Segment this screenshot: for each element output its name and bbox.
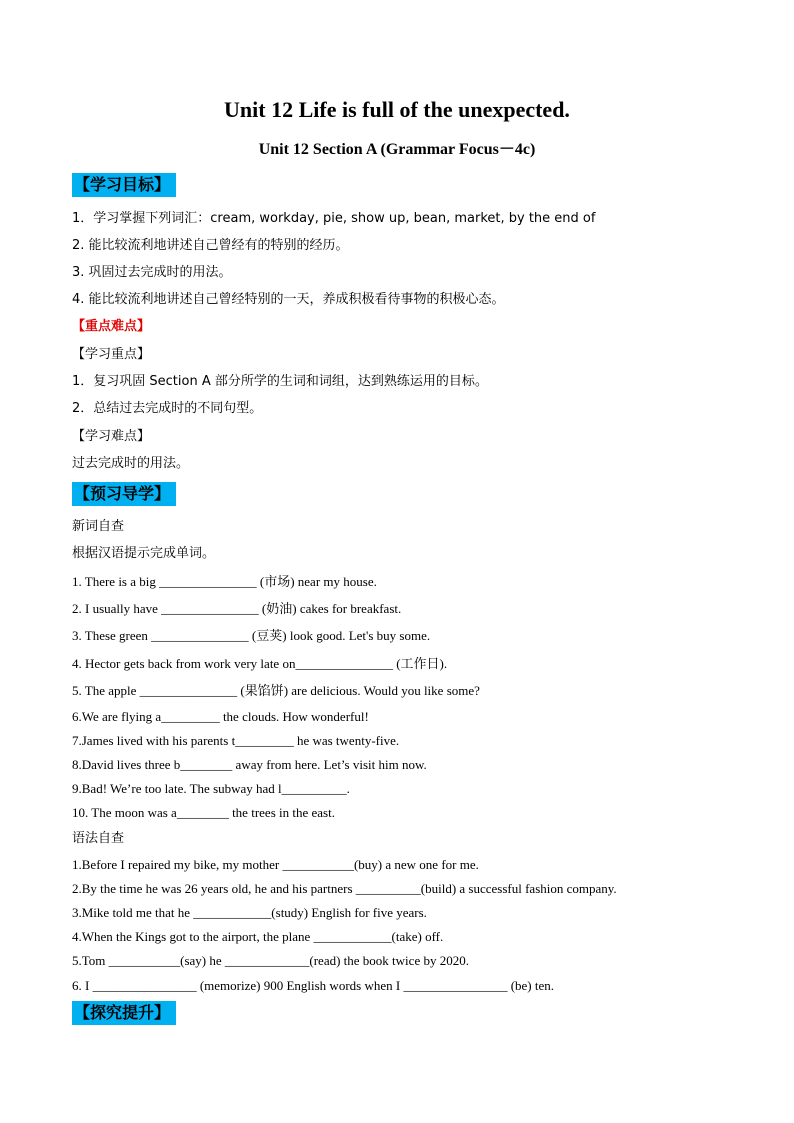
vocab-heading: 新词自查 — [72, 519, 125, 534]
objective-item: 4. 能比较流利地讲述自己曾经特别的一天，养成积极看待事物的积极心态。 — [72, 292, 505, 307]
difficult-points-heading: 【学习难点】 — [72, 429, 151, 444]
key-point-item: 1．复习巩固 Section A 部分所学的生词和词组，达到熟练运用的目标。 — [72, 374, 488, 389]
vocab-item: 8.David lives three b________ away from here. Let’s visit him now. — [72, 757, 427, 772]
vocab-item: 10. The moon was a________ the trees in the east. — [72, 805, 335, 820]
vocab-instruction: 根据汉语提示完成单词。 — [72, 546, 216, 561]
grammar-item: 2.By the time he was 26 years old, he and his partners __________(build) a successful fashion company. — [72, 881, 617, 896]
objective-item: 2. 能比较流利地讲述自己曾经有的特别的经历。 — [72, 238, 349, 253]
vocab-item: 2. I usually have _______________ (奶油) cakes for breakfast. — [72, 601, 402, 616]
vocab-item: 9.Bad! We’re too late. The subway had l__________. — [72, 781, 350, 796]
vocab-item: 1. There is a big _______________ (市场) near my house. — [72, 574, 377, 589]
key-difficult-heading: 【重点难点】 — [72, 319, 151, 334]
page-subtitle: Unit 12 Section A (Grammar Focus－4c) — [258, 141, 536, 158]
grammar-item: 5.Tom ___________(say) he _____________(read) the book twice by 2020. — [72, 953, 469, 968]
page-title: Unit 12 Life is full of the unexpected. — [224, 97, 570, 122]
difficult-point-item: 过去完成时的用法。 — [72, 456, 190, 471]
grammar-heading: 语法自查 — [72, 831, 125, 846]
key-point-item: 2．总结过去完成时的不同句型。 — [72, 401, 263, 416]
vocab-item: 5. The apple _______________ (果馅饼) are delicious. Would you like some? — [72, 683, 480, 698]
explore-banner: 【探究提升】 — [72, 1001, 176, 1025]
objective-item: 1．学习掌握下列词汇：cream, workday, pie, show up, bean, market, by the end of — [72, 211, 596, 226]
vocab-item: 6.We are flying a_________ the clouds. How wonderful! — [72, 709, 369, 724]
objective-item: 3. 巩固过去完成时的用法。 — [72, 265, 232, 280]
grammar-item: 3.Mike told me that he ____________(study) English for five years. — [72, 905, 427, 920]
grammar-item: 6. I ________________ (memorize) 900 English words when I ________________ (be) ten. — [72, 978, 555, 993]
grammar-item: 4.When the Kings got to the airport, the plane ____________(take) off. — [72, 929, 444, 944]
key-points-heading: 【学习重点】 — [72, 347, 151, 362]
vocab-item: 4. Hector gets back from work very late on_______________ (工作日). — [72, 656, 448, 671]
preview-banner: 【预习导学】 — [72, 482, 176, 506]
vocab-item: 7.James lived with his parents t_________ he was twenty-five. — [72, 733, 400, 748]
objectives-banner: 【学习目标】 — [72, 173, 176, 197]
grammar-item: 1.Before I repaired my bike, my mother ___________(buy) a new one for me. — [72, 857, 479, 872]
vocab-item: 3. These green _______________ (豆荚) look good. Let's buy some. — [72, 628, 431, 643]
